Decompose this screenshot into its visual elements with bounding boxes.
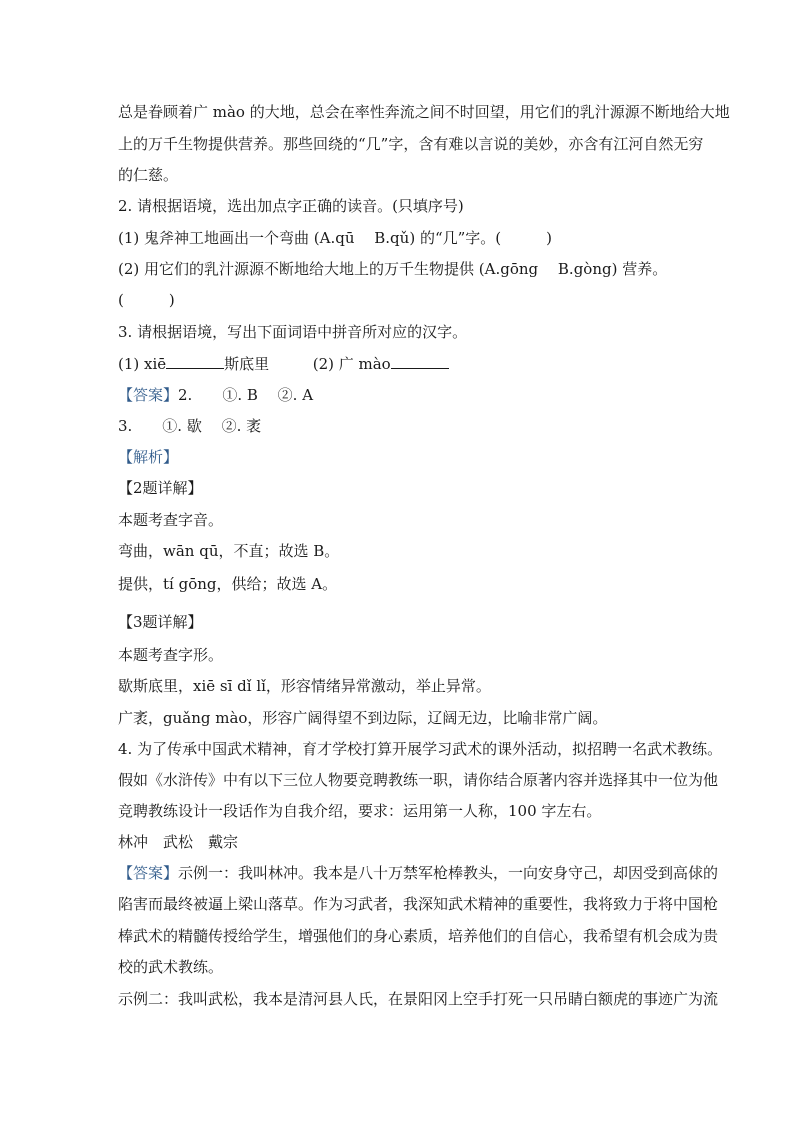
answer-line: [118, 385, 698, 405]
answer-tag: 【答案】: [118, 386, 179, 404]
question-3-item-1-tail: 斯底里: [224, 355, 270, 373]
question-3-item-2-label: (2) 广 mào: [312, 355, 391, 373]
question-4-line: 假如《水浒传》中有以下三位人物要竞聘教练一职，请你结合原著内容并选择其中一位为他: [118, 771, 719, 789]
detail-3-tag: 【3题详解】: [118, 613, 203, 631]
answer-4-line: 示例二：我叫武松，我本是清河县人氏，在景阳冈上空手打死一只吊睛白额虎的事迹广为流: [118, 990, 719, 1008]
answer-tag: 【答案】: [118, 864, 179, 882]
question-2-item-2: (2) 用它们的乳汁源源不断地给大地上的万千生物提供 (A.gōng B.gòng) 营养。: [118, 260, 668, 278]
detail-3-line: 本题考查字形。: [118, 646, 224, 664]
question-3-title: 3. 请根据语境，写出下面词语中拼音所对应的汉字。: [118, 323, 468, 341]
answer-2: 2. ①. B ②. A: [178, 386, 314, 404]
question-2-item-1: (1) 鬼斧神工地画出一个弯曲 (A.qū B.qǔ) 的“几”字。( ): [118, 229, 552, 247]
question-4-line: 4. 为了传承中国武术精神，育才学校打算开展学习武术的课外活动，拟招聘一名武术教练。: [118, 740, 723, 758]
answer-4-line: [118, 863, 719, 883]
detail-2-line: 弯曲，wān qū，不直；故选 B。: [118, 542, 340, 560]
answer-4-line: 陷害而最终被逼上梁山落草。作为习武者，我深知武术精神的重要性，我将致力于将中国枪: [118, 895, 719, 913]
fill-blank: [391, 354, 449, 369]
detail-3-line: 歇斯底里，xiē sī dǐ lǐ，形容情绪异常激动，举止异常。: [118, 677, 491, 695]
question-2-title: 2. 请根据语境，选出加点字正确的读音。(只填序号): [118, 197, 464, 215]
paragraph-line: 上的万千生物提供营养。那些回绕的“几”字，含有难以言说的美妙，亦含有江河自然无穷: [118, 135, 704, 153]
answer-3: 3. ①. 歇 ②. 袤: [118, 417, 262, 435]
question-4-line: 竞聘教练设计一段话作为自我介绍，要求：运用第一人称，100 字左右。: [118, 802, 602, 820]
detail-3-line: 广袤，guǎng mào，形容广阔得望不到边际，辽阔无边，比喻非常广阔。: [118, 709, 608, 727]
question-2-item-2-blank: ( ): [118, 291, 175, 309]
detail-2-tag: 【2题详解】: [118, 479, 203, 497]
paragraph-line: 总是眷顾着广 mào 的大地，总会在率性奔流之间不时回望，用它们的乳汁源源不断地给大地: [118, 103, 730, 121]
answer-4-text: 示例一：我叫林冲。我本是八十万禁军枪棒教头，一向安身守己，却因受到高俅的: [178, 864, 719, 882]
answer-4-line: 棒武术的精髓传授给学生，增强他们的身心素质，培养他们的自信心，我希望有机会成为贵: [118, 927, 719, 945]
detail-2-line: 本题考查字音。: [118, 511, 224, 529]
question-4-names: 林冲 武松 戴宗: [118, 833, 239, 851]
fill-blank: [166, 354, 224, 369]
analysis-tag: 【解析】: [118, 448, 179, 466]
question-3-item-1-label: (1) xiē: [118, 355, 167, 373]
paragraph-line: 的仁慈。: [118, 166, 179, 184]
question-3-items: [118, 354, 698, 374]
answer-4-line: 校的武术教练。: [118, 958, 224, 976]
detail-2-line: 提供，tí gōng，供给；故选 A。: [118, 575, 338, 593]
